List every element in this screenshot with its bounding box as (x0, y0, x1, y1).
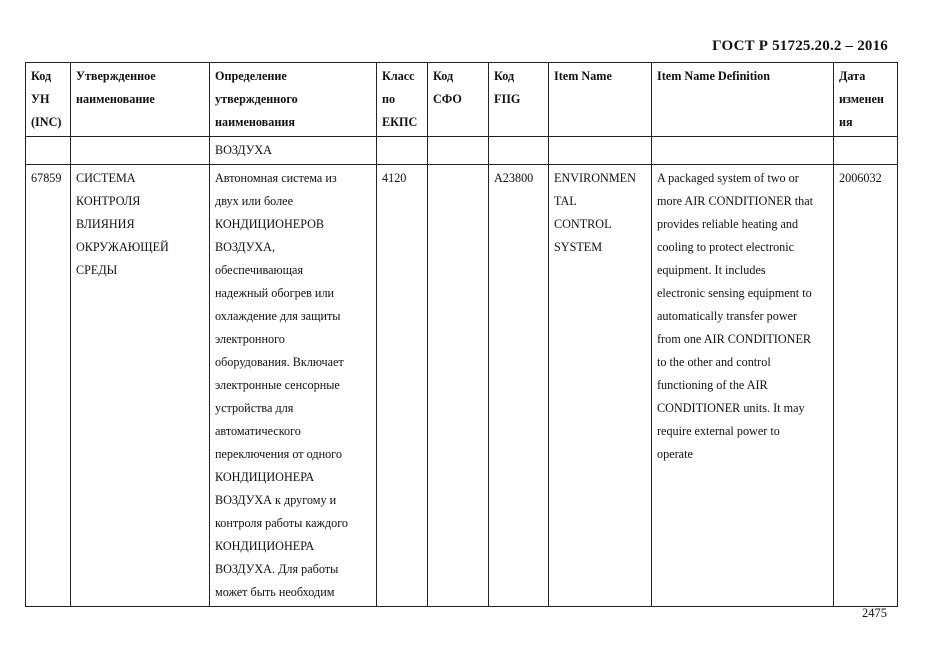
col-header-inc: Код УН (INC) (26, 63, 71, 137)
cont-fiig-cell (489, 137, 549, 165)
document-code: ГОСТ Р 51725.20.2 – 2016 (712, 38, 888, 54)
cont-item-name-cell (549, 137, 652, 165)
cont-class-cell (377, 137, 428, 165)
code-sfo-cell (428, 165, 489, 607)
col-header-code-fiig: Код FIIG (489, 63, 549, 137)
item-name-cell: ENVIRONMEN TAL CONTROL SYSTEM (549, 165, 652, 607)
table-row (26, 165, 898, 607)
cont-definition-cell: ВОЗДУХА (210, 137, 377, 165)
header-row (26, 63, 898, 137)
continuation-row (26, 137, 898, 165)
cont-date-cell (834, 137, 898, 165)
inc-cell: 67859 (26, 165, 71, 607)
col-header-class-ekps: Класс по ЕКПС (377, 63, 428, 137)
col-header-change-date: Дата изменен ия (834, 63, 898, 137)
change-date-cell: 2006032 (834, 165, 898, 607)
col-header-approved-name: Утвержденное наименование (71, 63, 210, 137)
catalog-table (25, 62, 898, 607)
item-name-definition-cell: A packaged system of two or more AIR CONDITIONER that provides reliable heating and cooling to protect electronic equipment. It includes electronic sensing equipment to automatically transfer power from one AIR CONDITIONER to the other and control functioning of the AIR CONDITIONER units. It may require external power to operate (652, 165, 834, 607)
cont-item-definition-cell (652, 137, 834, 165)
col-header-item-name: Item Name (549, 63, 652, 137)
definition-ru-cell: Автономная система из двух или более КОНДИЦИОНЕРОВ ВОЗДУХА, обеспечивающая надежный обогрев или охлаждение для защиты электронного оборудования. Включает электронные сенсорные устройства для автоматического переключения от одного КОНДИЦИОНЕРА ВОЗДУХА к другому и контроля работы каждого КОНДИЦИОНЕРА ВОЗДУХА. Для работы может быть необходим (210, 165, 377, 607)
code-fiig-cell: A23800 (489, 165, 549, 607)
col-header-definition: Определение утвержденного наименования (210, 63, 377, 137)
col-header-code-sfo: Код СФО (428, 63, 489, 137)
col-header-item-name-definition: Item Name Definition (652, 63, 834, 137)
cont-sfo-cell (428, 137, 489, 165)
page-number: 2475 (862, 606, 887, 620)
class-ekps-cell: 4120 (377, 165, 428, 607)
approved-name-cell: СИСТЕМА КОНТРОЛЯ ВЛИЯНИЯ ОКРУЖАЮЩЕЙ СРЕДЫ (71, 165, 210, 607)
cont-approved-name-cell (71, 137, 210, 165)
cont-inc-cell (26, 137, 71, 165)
